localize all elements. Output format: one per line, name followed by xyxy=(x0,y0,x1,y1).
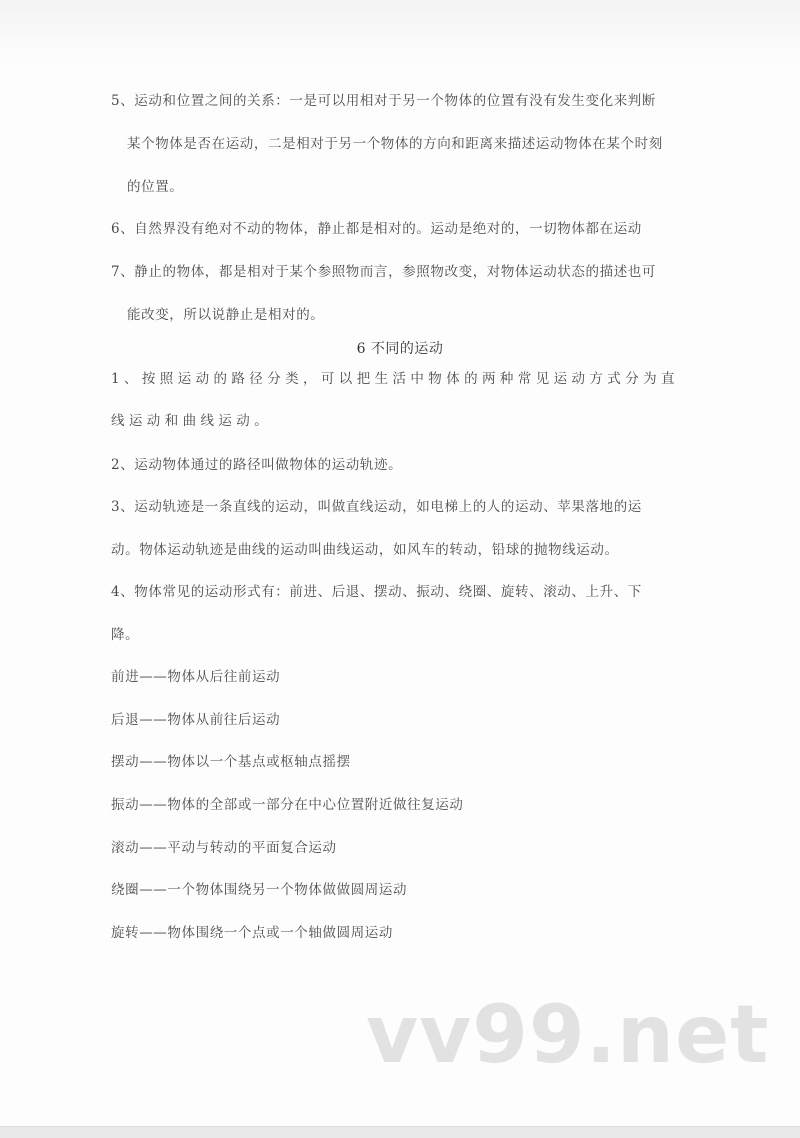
item-5-line-1: 5、运动和位置之间的关系：一是可以用相对于另一个物体的位置有没有发生变化来判断 xyxy=(111,93,656,109)
page-bottom-edge xyxy=(0,1126,800,1138)
page-top-shadow xyxy=(0,0,800,68)
item-1-line-1: 1、按照运动的路径分类，可以把生活中物体的两种常见运动方式分为直 xyxy=(111,371,679,387)
definition-item: 滚动——平动与转动的平面复合运动 xyxy=(111,840,337,856)
definition-item: 旋转——物体围绕一个点或一个轴做圆周运动 xyxy=(111,925,393,941)
item-1-line-2: 线运动和曲线运动。 xyxy=(111,413,273,429)
definition-item: 后退——物体从前往后运动 xyxy=(111,712,281,728)
item-7-line-1: 7、静止的物体，都是相对于某个参照物而言，参照物改变，对物体运动状态的描述也可 xyxy=(111,264,656,280)
item-7-line-2: 能改变，所以说静止是相对的。 xyxy=(127,307,325,323)
watermark: vv99.net xyxy=(366,988,770,1081)
definition-item: 摆动——物体以一个基点或枢轴点摇摆 xyxy=(111,754,351,770)
definition-item: 绕圈——一个物体围绕另一个物体做做圆周运动 xyxy=(111,882,408,898)
item-2: 2、运动物体通过的路径叫做物体的运动轨迹。 xyxy=(111,457,403,473)
section-heading: 6 不同的运动 xyxy=(356,341,444,357)
item-4-line-2: 降。 xyxy=(111,627,140,643)
definition-item: 前进——物体从后往前运动 xyxy=(111,669,281,685)
item-3-line-1: 3、运动轨迹是一条直线的运动，叫做直线运动，如电梯上的人的运动、苹果落地的运 xyxy=(111,499,642,515)
item-5-line-3: 的位置。 xyxy=(127,179,184,195)
item-5-line-2: 某个物体是否在运动，二是相对于另一个物体的方向和距离来描述运动物体在某个时刻 xyxy=(127,136,663,152)
definition-item: 振动——物体的全部或一部分在中心位置附近做往复运动 xyxy=(111,797,464,813)
item-3-line-2: 动。物体运动轨迹是曲线的运动叫曲线运动，如风车的转动，铅球的抛物线运动。 xyxy=(111,542,619,558)
item-6: 6、自然界没有绝对不动的物体，静止都是相对的。运动是绝对的，一切物体都在运动 xyxy=(111,221,642,237)
item-4-line-1: 4、物体常见的运动形式有：前进、后退、摆动、振动、绕圈、旋转、滚动、上升、下 xyxy=(111,584,642,600)
